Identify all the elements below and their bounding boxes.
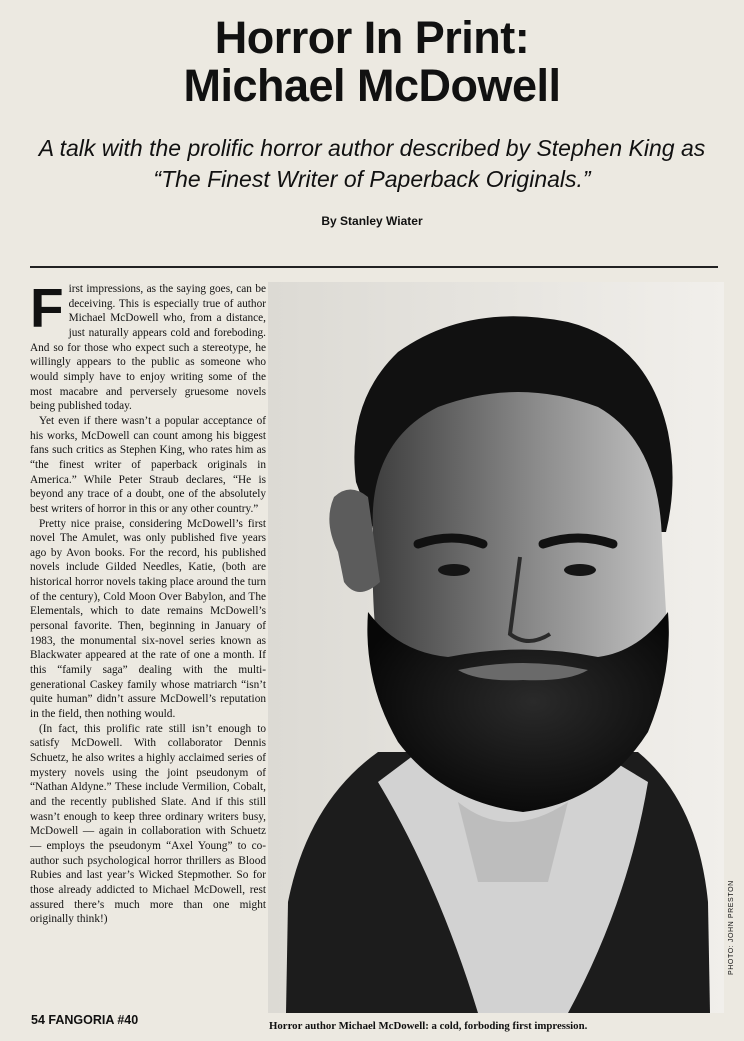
portrait-illustration — [268, 282, 724, 1013]
paragraph-1-text: irst impressions, as the saying goes, can be deceiving. This is especially true of author Michael McDowell who, from a distance, just naturally appears cold and foreboding. And so for those who expect such a stereotype, he willingly appears to the public as someone who would simply have to enjoy writing some of the most macabre and perversely gruesome novels being published today. — [30, 283, 266, 413]
title-line-2: Michael McDowell — [183, 60, 561, 111]
paragraph-4: (In fact, this prolific rate still isn’t enough to satisfy McDowell. With collaborator Dennis Schuetz, he also writes a highly acclaimed series of mystery novels using the joint pseudonym of “Nathan Aldyne.” These include Vermilion, Cobalt, and the recently published Slate. And if this still wasn’t enough to keep three ordinary writers busy, McDowell — again in collaboration with Schuetz — employs the pseudonym “Axel Young” to co-author such psychological horror thrillers as Blood Rubies and last year’s Wicked Stepmother. So for those already addicted to Michael McDowell, rest assured there’s much more than one might originally think!) — [30, 722, 266, 926]
byline: By Stanley Wiater — [321, 214, 423, 228]
article-subtitle — [20, 133, 724, 195]
photo-caption: Horror author Michael McDowell: a cold, forboding first impression. — [269, 1020, 588, 1032]
drop-cap: F — [30, 277, 64, 339]
paragraph-1 — [30, 277, 266, 414]
paragraph-3: Pretty nice praise, considering McDowell’s first novel The Amulet, was only published five years ago by Avon books. For the record, his published novels include Gilded Needles, Katie, (both are historical horror novels taking place around the turn of the century), Cold Moon Over Babylon, and The Elementals, which to date remains McDowell’s personal favorite. Then, beginning in January of 1983, the monumental six-novel series known as Blackwater appeared at the rate of one a month. If this “family saga” dealing with the multi-generational Caskey family whose matriarch “isn’t quite human” didn’t assure McDowell’s reputation in the field, then nothing would. — [30, 517, 266, 721]
paragraph-2: Yet even if there wasn’t a popular acceptance of his works, McDowell can count among his biggest fans such critics as Stephen King, who rates him as “the finest writer of paperback originals in America.” While Peter Straub declares, “He is beyond any trace of a doubt, one of the absolutely best writers of horror in this or any other country.” — [30, 414, 266, 515]
author-portrait-photo — [268, 282, 724, 1013]
article-title — [0, 14, 744, 110]
page-folio: 54 FANGORIA #40 — [31, 1013, 139, 1027]
subtitle-line-1: A talk with the prolific horror author described by Stephen King as — [38, 135, 706, 161]
title-line-1: Horror In Print: — [214, 12, 530, 63]
subtitle-line-2: “The Finest Writer of Paperback Originals.” — [153, 166, 591, 192]
header-rule — [30, 266, 718, 268]
article-body — [30, 277, 266, 927]
photo-credit: PHOTO: JOHN PRESTON — [728, 880, 735, 975]
